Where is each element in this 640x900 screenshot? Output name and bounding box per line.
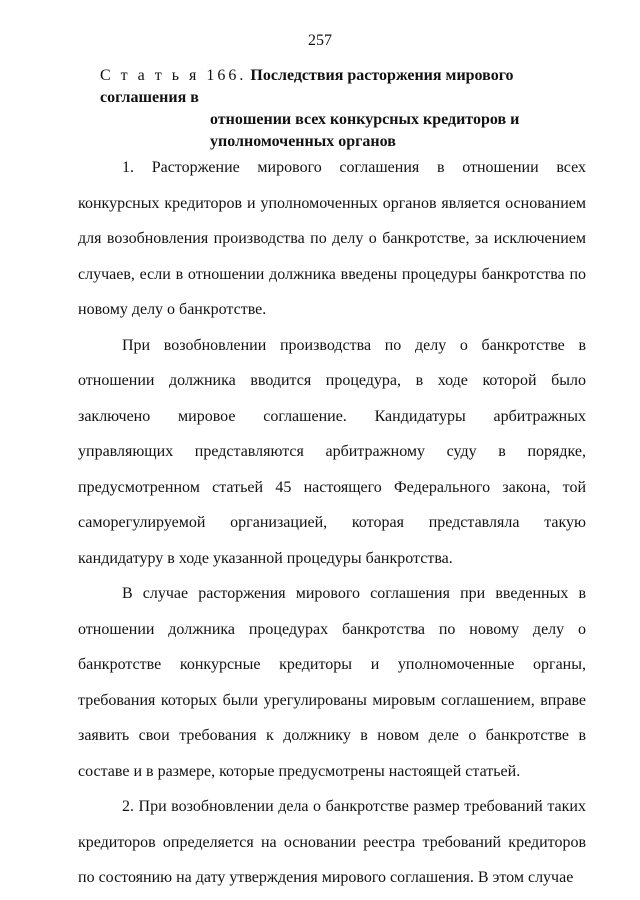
- article-title-line-2: отношении всех конкурсных кредиторов и: [210, 111, 520, 128]
- paragraph-2: При возобновлении производства по делу о банкротстве в отношении должника вводится процедура, в ходе которой было заключено мировое соглашение. Кандидатуры арбитражных управляющих представляются арбитражному суду в порядке, предусмотренном статьей 45 настоящего Федерального закона, той саморегулируемой организацией, которая представляла такую кандидатуру в ходе указанной процедуры банкротства.: [78, 336, 586, 567]
- article-heading: [100, 65, 570, 153]
- paragraph-1: 1. Расторжение мирового соглашения в отношении всех конкурсных кредиторов и уполномоченных органов является основанием для возобновления производства по делу о банкротстве, за исключением случаев, если в отношении должника введены процедуры банкротства по новому делу о банкротстве.: [78, 159, 586, 318]
- article-title-line-1: Последствия расторжения мирового соглашения в: [100, 67, 514, 106]
- paragraph-4: 2. При возобновлении дела о банкротстве размер требований таких кредиторов определяется на основании реестра требований кредиторов по состоянию на дату утверждения мирового соглашения. В этом случае: [78, 798, 586, 886]
- article-title-line-3: уполномоченных органов: [210, 133, 396, 150]
- paragraph-3: В случае расторжения мирового соглашения при введенных в отношении должника процедурах банкротства по новому делу о банкротстве конкурсные кредиторы и уполномоченные органы, требования которых были урегулированы мировым соглашением, вправе заявить свои требования к должнику в новом деле о банкротстве в составе и в размере, которые предусмотрены настоящей статьей.: [78, 585, 586, 780]
- heading-line-1: [100, 65, 570, 109]
- article-label: С т а т ь я 166.: [100, 67, 247, 84]
- article-body: [78, 150, 586, 896]
- page-number: 257: [308, 32, 332, 49]
